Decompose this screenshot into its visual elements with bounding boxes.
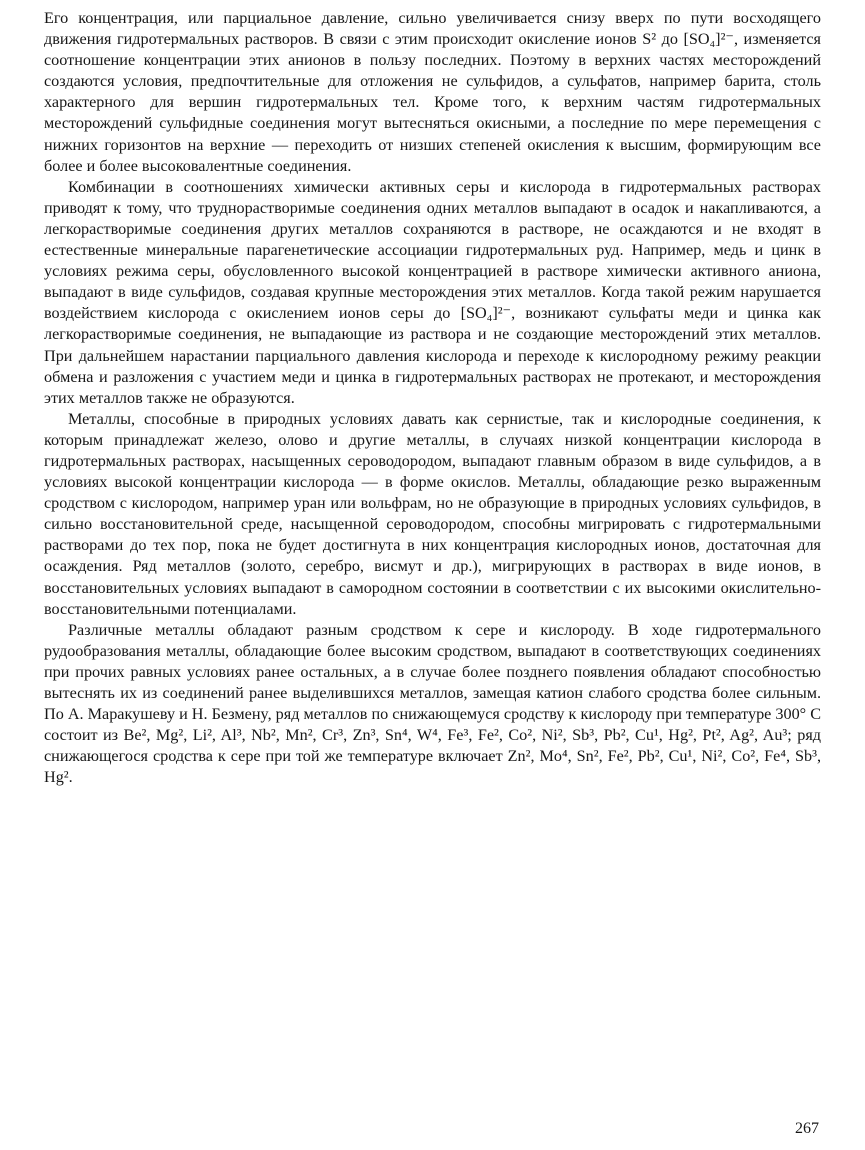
page-number: 267 (795, 1120, 819, 1137)
paragraph-2: Комбинации в соотношениях химически активных серы и кислорода в гидротермальных растворах приводят к тому, что труднорастворимые соединения одних металлов выпадают в осадок и накапливаются, а легкорастворимые соединения других металлов сохраняются в растворе, не осаждаются и не входят в естественные минеральные парагенетические ассоциации гидротермальных руд. Например, медь и цинк в условиях режима серы, обусловленного высокой концентрацией в растворе химически активного аниона, выпадают в виде сульфидов, создавая крупные месторождения этих металлов. Когда такой режим нарушается воздействием кислорода с окислением ионов серы до [SO₄]²⁻, возникают сульфаты меди и цинка как легкорастворимые соединения, не выпадающие из раствора и не создающие месторождений этих металлов. При дальнейшем нарастании парциального давления кислорода и переходе к кислородному режиму реакции обмена и разложения с участием меди и цинка в гидротермальных растворах не протекают, и месторождения этих металлов также не образуются. (44, 177, 821, 407)
page-text-block (44, 8, 821, 788)
paragraph-4: Различные металлы обладают разным сродством к сере и кислороду. В ходе гидротермального рудообразования металлы, обладающие более высоким сродством, выпадают в соответствующих соединениях при прочих равных условиях ранее остальных, а в случае более позднего появления обладают способностью вытеснять их из соединений ранее выделившихся металлов, замещая катион слабого сродства более сильным. По А. Маракушеву и Н. Безменy, ряд металлов по снижающемуся сродству к кислороду при температуре 300° С состоит из Be², Mg², Li², Al³, Nb², Mn², Cr³, Zn³, Sn⁴, W⁴, Fe³, Fe², Co², Ni², Sb³, Pb², Cu¹, Hg², Pt², Ag², Au³; ряд снижающегося сродства к сере при той же температуре включает Zn², Mo⁴, Sn², Fe², Pb², Cu¹, Ni², Co², Fe⁴, Sb³, Hg². (44, 620, 821, 787)
paragraph-3: Металлы, способные в природных условиях давать как сернистые, так и кислородные соединения, к которым принадлежат железо, олово и другие металлы, в случаях низкой концентрации кислорода в гидротермальных растворах, насыщенных сероводородом, выпадают главным образом в виде сульфидов, а в условиях высокой концентрации кислорода — в форме окислов. Металлы, обладающие резко выраженным сродством с кислородом, например уран или вольфрам, но не образующие в природных условиях сульфидов, в сильно восстановительной среде, насыщенной сероводородом, способны мигрировать с гидротермальными растворами до тех пор, пока не будет достигнута в них концентрация кислородных ионов, достаточная для осаждения. Ряд металлов (золото, серебро, висмут и др.), мигрирующих в растворах в виде ионов, в восстановительных условиях выпадают в самородном состоянии в соответствии с их высокими окислительно-восстановительными потенциалами. (44, 409, 821, 618)
paragraph-1: Его концентрация, или парциальное давление, сильно увеличивается снизу вверх по пути восходящего движения гидротермальных растворов. В связи с этим происходит окисление ионов S² до [SO₄]²⁻, изменяется соотношение концентрации этих анионов в пользу последних. Поэтому в верхних частях месторождений создаются условия, предпочтительные для отложения не сульфидов, а сульфатов, например барита, столь характерного для вершин гидротермальных тел. Кроме того, к верхним частям гидротермальных месторождений сульфидные соединения могут вытесняться окисными, а последние по мере перемещения с нижних горизонтов на верхние — переходить от низших степеней окисления к высшим, формирующим все более и более высоковалентные соединения. (44, 9, 821, 175)
